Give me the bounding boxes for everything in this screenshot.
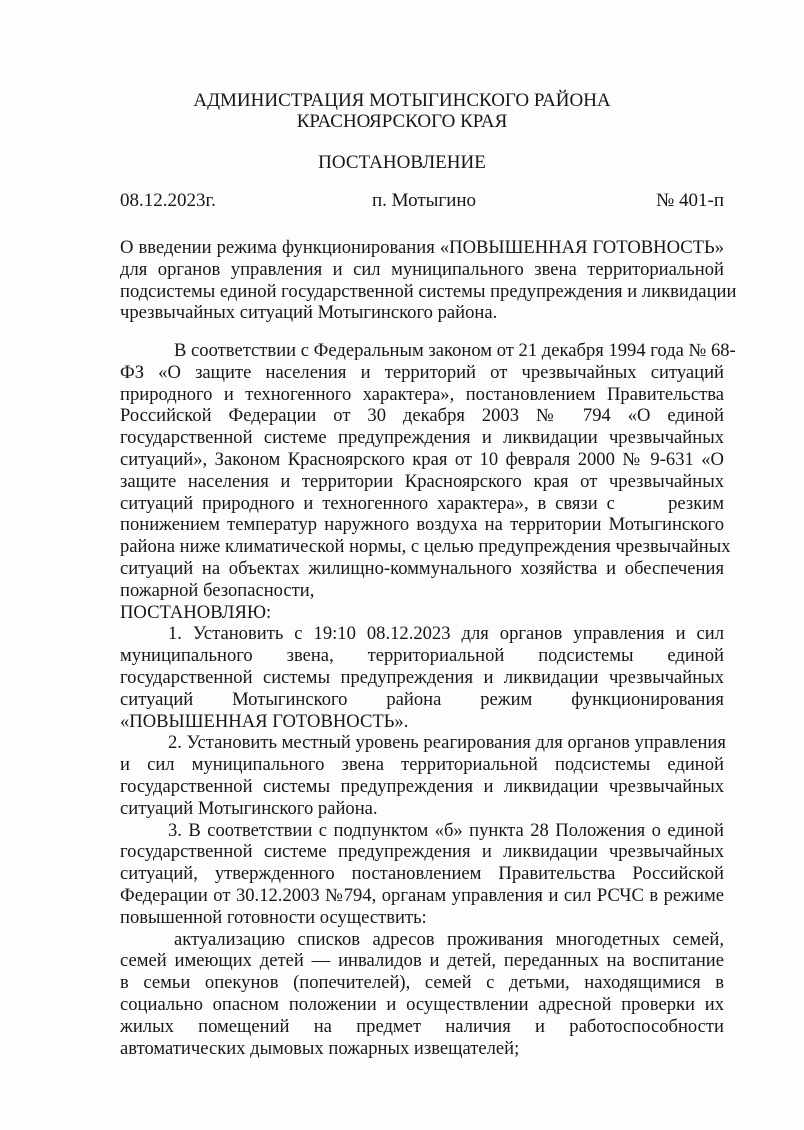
- preamble-line: защите населения и территории Красноярского края от чрезвычайных: [120, 470, 724, 492]
- subitem-line: автоматических дымовых пожарных извещателей;: [120, 1037, 520, 1059]
- preamble-line: района ниже климатической нормы, с целью предупреждения чрезвычайных: [120, 536, 731, 558]
- item-3-line: 3. В соответствии с подпунктом «б» пункта 28 Положения о единой: [168, 819, 724, 841]
- document-number: № 401-п: [656, 190, 724, 211]
- item-2-line: и сил муниципального звена территориальной подсистемы единой: [120, 754, 724, 776]
- item-1-line: «ПОВЫШЕННАЯ ГОТОВНОСТЬ».: [120, 710, 409, 732]
- subject-line: для органов управления и сил муниципального звена территориальной: [120, 258, 724, 280]
- document-body: [120, 340, 736, 1059]
- item-3-line: Федерации от 30.12.2003 №794, органам управления и сил РСЧС в режиме: [120, 884, 724, 906]
- preamble-line: Российской Федерации от 30 декабря 2003 № 794 «О единой: [120, 405, 724, 427]
- document-place: п. Мотыгино: [372, 190, 477, 211]
- item-2-line: государственной системы предупреждения и ликвидации чрезвычайных: [120, 775, 724, 797]
- preamble-line: природного и техногенного характера», постановлением Правительства: [120, 383, 724, 405]
- item-3-line: государственной системе предупреждения и ликвидации чрезвычайных: [120, 841, 724, 863]
- item-2-line: ситуаций Мотыгинского района.: [120, 797, 378, 819]
- preamble-line: ситуаций природного и техногенного характера», в связи с резким: [120, 492, 724, 514]
- document-date: 08.12.2023г.: [120, 190, 216, 211]
- org-title-line1: АДМИНИСТРАЦИЯ МОТЫГИНСКОГО РАЙОНА: [193, 90, 611, 111]
- item-1-line: муниципального звена, территориальной подсистемы единой: [120, 645, 724, 667]
- item-3-line: ситуаций, утвержденного постановлением Правительства Российской: [120, 863, 724, 885]
- subject-line: подсистемы единой государственной системы предупреждения и ликвидации: [120, 280, 737, 302]
- preamble-line: ситуаций на объектах жилищно-коммунального хозяйства и обеспечения: [120, 557, 724, 579]
- subitem-line: актуализацию списков адресов проживания многодетных семей,: [174, 928, 724, 950]
- document-type-title: ПОСТАНОВЛЕНИЕ: [318, 152, 486, 173]
- subitem-line: жилых помещений на предмет наличия и работоспособности: [120, 1015, 724, 1037]
- resolve-word: ПОСТАНОВЛЯЮ:: [120, 601, 272, 623]
- item-2-line: 2. Установить местный уровень реагирования для органов управления: [168, 732, 726, 754]
- subitem-line: семей имеющих детей — инвалидов и детей, переданных на воспитание: [120, 950, 724, 972]
- item-1-line: 1. Установить с 19:10 08.12.2023 для органов управления и сил: [168, 623, 724, 645]
- item-1-line: ситуаций Мотыгинского района режим функционирования: [120, 688, 724, 710]
- subject-line: чрезвычайных ситуаций Мотыгинского района.: [120, 302, 498, 324]
- document-subject: [120, 237, 737, 324]
- preamble-line: ФЗ «О защите населения и территорий от чрезвычайных ситуаций: [120, 361, 724, 383]
- preamble-line: понижением температур наружного воздуха на территории Мотыгинского: [120, 514, 724, 536]
- subitem-line: социально опасном положении и осуществлении адресной проверки их: [120, 993, 724, 1015]
- item-3-line: повышенной готовности осуществить:: [120, 906, 427, 928]
- subject-line: О введении режима функционирования «ПОВЫШЕННАЯ ГОТОВНОСТЬ»: [120, 237, 724, 258]
- item-1-line: государственной системы предупреждения и ликвидации чрезвычайных: [120, 666, 724, 688]
- preamble-line: В соответствии с Федеральным законом от 21 декабря 1994 года № 68-: [174, 340, 736, 361]
- preamble-line: пожарной безопасности,: [120, 579, 315, 601]
- preamble-line: ситуаций», Законом Красноярского края от 10 февраля 2000 № 9-631 «О: [120, 448, 724, 470]
- preamble-line: государственной системе предупреждения и ликвидации чрезвычайных: [120, 427, 724, 449]
- org-title-line2: КРАСНОЯРСКОГО КРАЯ: [296, 111, 508, 132]
- subitem-line: в семьи опекунов (попечителей), семей с детьми, находящимися в: [120, 972, 724, 994]
